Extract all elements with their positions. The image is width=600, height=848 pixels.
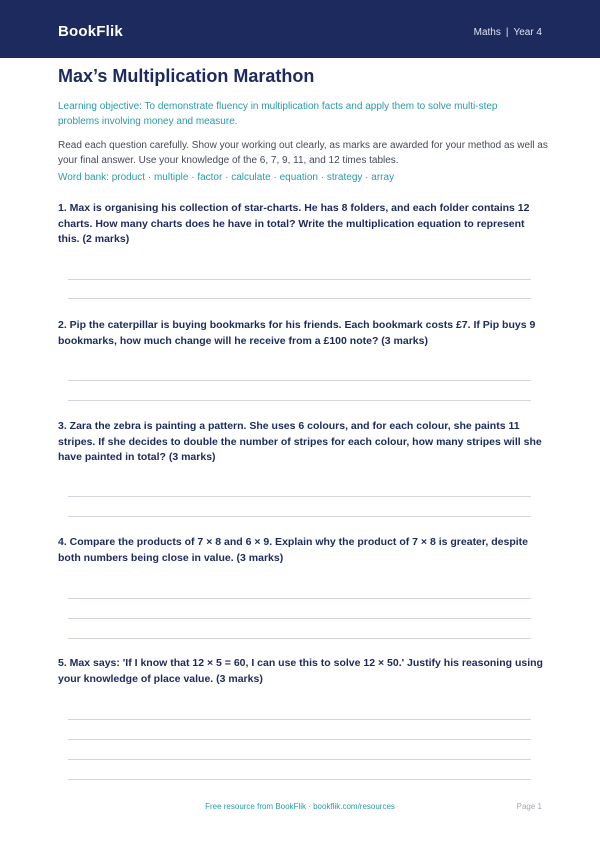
instructions: Read each question carefully. Show your working out clearly, as marks are awarded for your method as well as your final answer. Use your knowledge of the 6, 7, 9, 11, and 12 times tables. bbox=[58, 140, 548, 166]
subject-label: Maths bbox=[473, 27, 501, 38]
word-bank: Word bank: product · multiple · factor · calculate · equation · strategy · array bbox=[58, 172, 395, 183]
answer-line[interactable] bbox=[68, 759, 531, 760]
answer-line[interactable] bbox=[68, 380, 531, 381]
year-label: Year 4 bbox=[513, 27, 542, 38]
answer-line[interactable] bbox=[68, 638, 531, 639]
answer-line[interactable] bbox=[68, 618, 531, 619]
question-2: 2. Pip the caterpillar is buying bookmarks for his friends. Each bookmark costs £7. If Pip buys 9 bookmarks, how much change will he receive from a £100 note? (3 marks) bbox=[58, 319, 536, 347]
page-number: Page 1 bbox=[516, 802, 542, 811]
answer-line[interactable] bbox=[68, 719, 531, 720]
answer-line[interactable] bbox=[68, 400, 531, 401]
question-4: 4. Compare the products of 7 × 8 and 6 × 9. Explain why the product of 7 × 8 is greater, despite both numbers being close in value. (3 marks) bbox=[58, 536, 529, 564]
breadcrumb-separator: | bbox=[505, 27, 509, 38]
brand-logo[interactable]: BookFlik bbox=[58, 23, 123, 40]
answer-line[interactable] bbox=[68, 739, 531, 740]
header-bar bbox=[0, 0, 600, 58]
question-3: 3. Zara the zebra is painting a pattern. She uses 6 colours, and for each colour, she paints 11 stripes. If she decides to double the number of stripes for each colour, how many stripes will she have painted in total? (3 marks) bbox=[58, 420, 542, 463]
answer-line[interactable] bbox=[68, 516, 531, 517]
question-1: 1. Max is organising his collection of star-charts. He has 8 folders, and each folder contains 12 charts. How many charts does he have in total? Write the multiplication equation to represent this. (2 marks) bbox=[58, 202, 530, 245]
answer-line[interactable] bbox=[68, 298, 531, 299]
answer-line[interactable] bbox=[68, 279, 531, 280]
question-5: 5. Max says: 'If I know that 12 × 5 = 60, I can use this to solve 12 × 50.' Justify his reasoning using your knowledge of place value. (3 marks) bbox=[58, 657, 543, 685]
footer-resource-link[interactable]: Free resource from BookFlik · bookflik.com/resources bbox=[205, 802, 395, 811]
answer-line[interactable] bbox=[68, 598, 531, 599]
subject-breadcrumb bbox=[474, 27, 542, 38]
learning-objective: Learning objective: To demonstrate fluency in multiplication facts and apply them to solve multi-step problems involving money and measure. bbox=[58, 101, 498, 127]
worksheet-title: Max’s Multiplication Marathon bbox=[58, 66, 315, 86]
answer-line[interactable] bbox=[68, 779, 531, 780]
answer-line[interactable] bbox=[68, 496, 531, 497]
